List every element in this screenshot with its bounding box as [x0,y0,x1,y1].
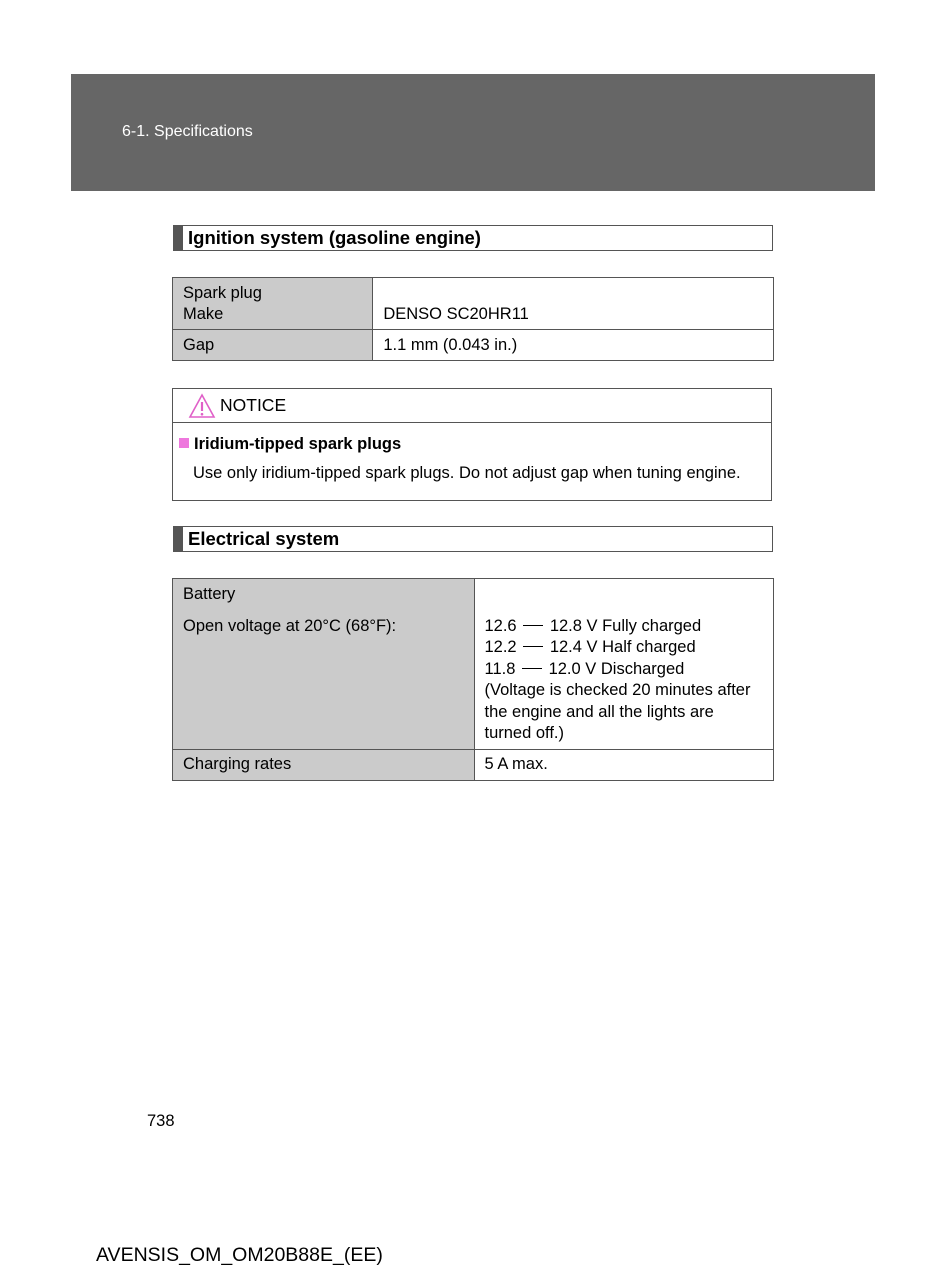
voltage-low: 11.8 [484,659,516,678]
voltage-range-discharged [485,659,764,680]
notice-header [173,389,771,423]
make-label: Make [183,305,224,323]
table-row [173,750,774,781]
voltage-note-line: turned off.) [484,724,564,743]
voltage-high: 12.4 V Half charged [549,638,696,657]
charging-label: Charging rates [183,755,292,773]
electrical-heading [173,526,773,552]
ignition-heading [173,225,773,251]
make-value-cell [373,278,774,330]
electrical-table [172,578,774,781]
notice-text: Use only iridium-tipped spark plugs. Do not adjust gap when tuning engine. [193,464,741,482]
section-path: 6-1. Specifications [122,123,253,140]
gap-value: 1.1 mm (0.043 in.) [383,336,518,354]
notice-label: NOTICE [220,395,287,415]
pink-square-icon [179,438,189,448]
charging-value-cell [474,750,774,781]
gap-value-cell [373,330,774,361]
gap-label-cell [173,330,373,361]
range-dash [523,646,543,647]
header-band [71,74,875,191]
open-voltage-label: Open voltage at 20°C (68°F): [183,617,397,635]
range-dash [523,625,543,626]
notice-box [172,388,772,501]
table-row [173,278,774,330]
document-code: AVENSIS_OM_OM20B88E_(EE) [96,1244,383,1266]
voltage-range-full [485,616,764,637]
voltage-high: 12.8 V Fully charged [549,617,702,635]
notice-title-text: Iridium-tipped spark plugs [194,435,402,453]
warning-triangle-icon [188,393,216,419]
spark-plug-label: Spark plug [183,284,262,302]
charging-value: 5 A max. [484,755,548,773]
battery-label-cell [173,579,475,750]
notice-title [179,435,401,454]
range-dash [522,668,542,669]
voltage-note-line: the engine and all the lights are [484,702,714,721]
heading-bar [174,226,183,250]
ignition-heading-label: Ignition system (gasoline engine) [188,227,481,248]
battery-label: Battery [183,585,236,603]
table-row [173,330,774,361]
voltage-high: 12.0 V Discharged [548,659,685,678]
voltage-range-half [485,637,764,658]
page-number: 738 [147,1112,175,1130]
ignition-table [172,277,774,361]
electrical-heading-label: Electrical system [188,528,340,549]
spark-plug-label-cell [173,278,373,330]
voltage-note-line: (Voltage is checked 20 minutes after [484,681,751,700]
voltage-low: 12.2 [484,638,517,657]
table-row [173,579,774,750]
gap-label: Gap [183,336,215,354]
voltage-low: 12.6 [484,617,517,635]
voltage-value-cell [474,579,774,750]
heading-bar [174,527,183,551]
make-value: DENSO SC20HR11 [383,305,529,323]
charging-label-cell [173,750,475,781]
